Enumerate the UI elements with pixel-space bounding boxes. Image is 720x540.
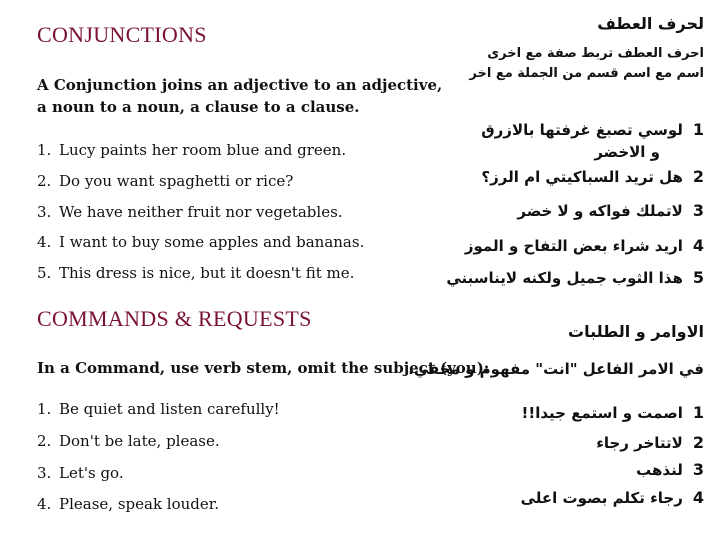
arabic-list-item: 1لوسي تصبغ غرفتها بالازرق — [481, 120, 704, 139]
list-item: 2. Do you want spaghetti or rice? — [37, 172, 294, 190]
arabic-list-item: 2هل تريد السباكيتي ام الرز؟ — [481, 167, 704, 186]
arabic-list-item: 5هذا الثوب جميل ولكنه لايناسبني — [446, 268, 704, 287]
conjunctions-rule-line1: A Conjunction joins an adjective to an adjective, — [37, 76, 443, 94]
list-item: 4. I want to buy some apples and bananas. — [37, 233, 365, 251]
list-item: 3. We have neither fruit nor vegetables. — [37, 203, 343, 221]
list-item: 3. Let's go. — [37, 464, 124, 482]
commands-heading: COMMANDS & REQUESTS — [37, 306, 312, 331]
arabic-conjunctions-line1: احرف العطف تربط صفة مع اخرى — [487, 46, 704, 61]
arabic-list-item: 1اصمت و استمع جيدا!! — [521, 403, 704, 422]
arabic-list-item: 3لنذهب — [636, 460, 704, 479]
arabic-list-item: 2لاتتاخر رجاء — [596, 433, 704, 452]
arabic-commands-line1: في الامر الفاعل "انت" مفهوم و مخفي. — [408, 360, 704, 378]
commands-rule: In a Command, use verb stem, omit the subject (you): — [37, 359, 490, 377]
arabic-conjunctions-title: لحرف العطف — [597, 14, 704, 33]
conjunctions-rule-line2: a noun to a noun, a clause to a clause. — [37, 98, 360, 116]
arabic-list-item-continuation: و الاخضر — [594, 143, 660, 161]
conjunctions-heading: CONJUNCTIONS — [37, 22, 207, 47]
arabic-list-item: 4اريد شراء بعض التفاح و الموز — [464, 236, 704, 255]
arabic-commands-title: الاوامر و الطلبات — [568, 322, 704, 341]
list-item: 5. This dress is nice, but it doesn't fit me. — [37, 264, 355, 282]
arabic-list-item: 4رجاء تكلم بصوت اعلى — [520, 488, 704, 507]
list-item: 1. Be quiet and listen carefully! — [37, 400, 280, 418]
arabic-list-item: 3لاتملك فواكه و لا خضر — [517, 201, 704, 220]
arabic-conjunctions-line2: اسم مع اسم قسم من الجملة مع اخر — [469, 66, 704, 81]
list-item: 1. Lucy paints her room blue and green. — [37, 141, 347, 159]
list-item: 2. Don't be late, please. — [37, 432, 220, 450]
list-item: 4. Please, speak louder. — [37, 495, 220, 513]
